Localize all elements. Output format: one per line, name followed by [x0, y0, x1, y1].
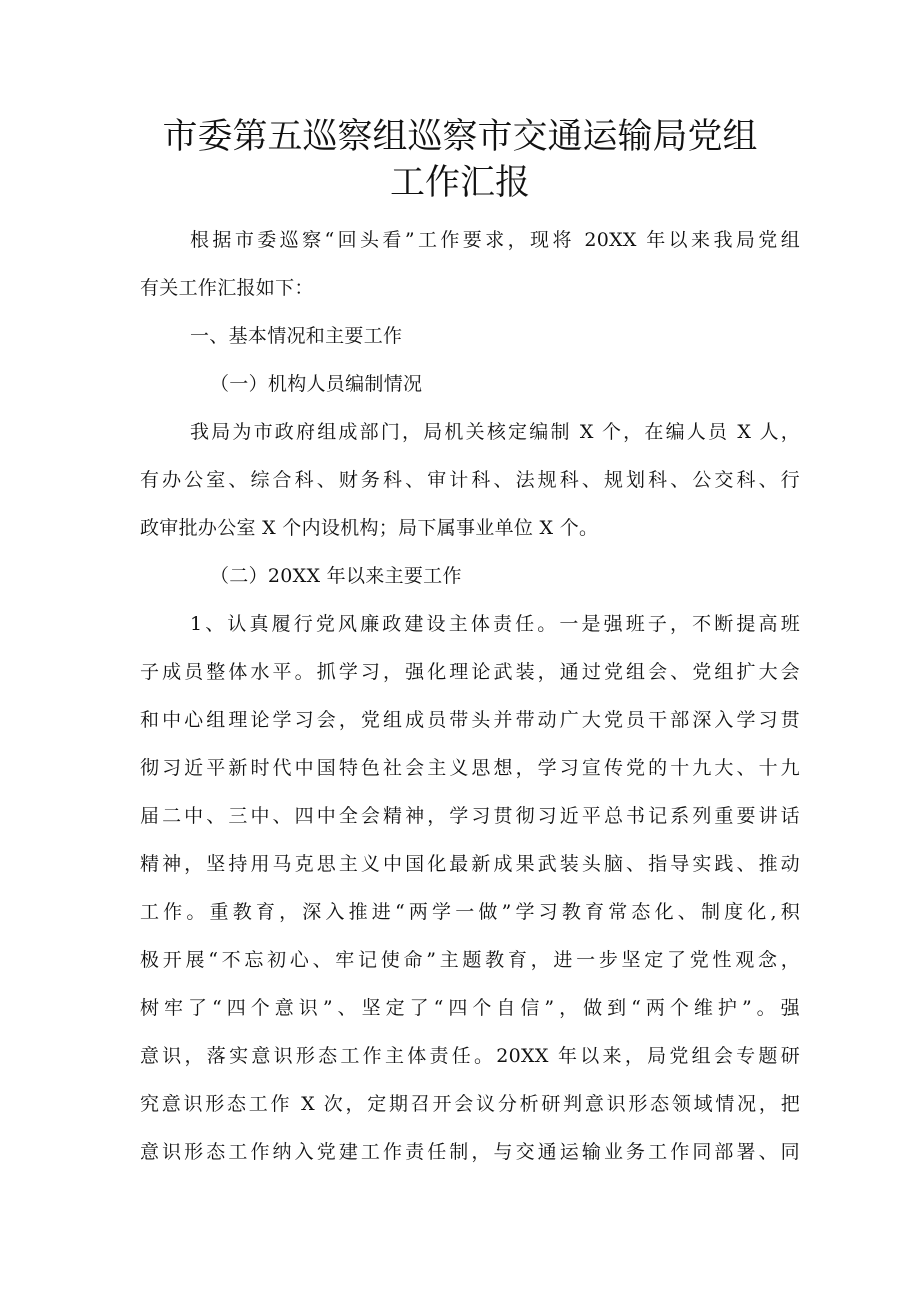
paragraph-line: 精神，坚持用马克思主义中国化最新成果武装头脑、指导实践、推动	[140, 853, 800, 875]
paragraph-line: 子成员整体水平。抓学习，强化理论武装，通过党组会、党组扩大会	[140, 661, 800, 683]
subsection-heading: （一）机构人员编制情况	[210, 373, 423, 395]
paragraph-line: 根据市委巡察“回头看”工作要求，现将 20XX 年以来我局党组	[190, 229, 800, 251]
paragraph-line: 意识形态工作纳入党建工作责任制，与交通运输业务工作同部署、同	[140, 1141, 800, 1163]
paragraph-line: 树牢了“四个意识”、坚定了“四个自信”，做到“两个维护”。强	[140, 997, 800, 1019]
paragraph-line: 政审批办公室 X 个内设机构；局下属事业单位 X 个。	[140, 517, 599, 539]
section-heading: 一、基本情况和主要工作	[190, 325, 403, 347]
document-title-line-1: 市委第五巡察组巡察市交通运输局党组	[162, 117, 758, 157]
paragraph-line: 究意识形态工作 X 次，定期召开会议分析研判意识形态领域情况，把	[140, 1093, 800, 1115]
paragraph-line: 届二中、三中、四中全会精神，学习贯彻习近平总书记系列重要讲话	[140, 805, 800, 827]
paragraph-line: 我局为市政府组成部门，局机关核定编制 X 个，在编人员 X 人，	[190, 421, 800, 443]
paragraph-line: 工作。重教育，深入推进“两学一做”学习教育常态化、制度化,积	[140, 901, 800, 923]
paragraph-line: 意识，落实意识形态工作主体责任。20XX 年以来，局党组会专题研	[140, 1045, 800, 1067]
paragraph-line: 和中心组理论学习会，党组成员带头并带动广大党员干部深入学习贯	[140, 709, 800, 731]
paragraph-line: 有关工作汇报如下：	[140, 277, 314, 299]
paragraph-line: 极开展“不忘初心、牢记使命”主题教育，进一步坚定了党性观念，	[140, 949, 800, 971]
paragraph-line: 1、认真履行党风廉政建设主体责任。一是强班子，不断提高班	[190, 613, 800, 635]
paragraph-line: 彻习近平新时代中国特色社会主义思想，学习宣传党的十九大、十九	[140, 757, 800, 779]
document-title-line-2: 工作汇报	[389, 163, 530, 203]
paragraph-line: 有办公室、综合科、财务科、审计科、法规科、规划科、公交科、行	[140, 469, 800, 491]
subsection-heading: （二）20XX 年以来主要工作	[210, 565, 462, 587]
